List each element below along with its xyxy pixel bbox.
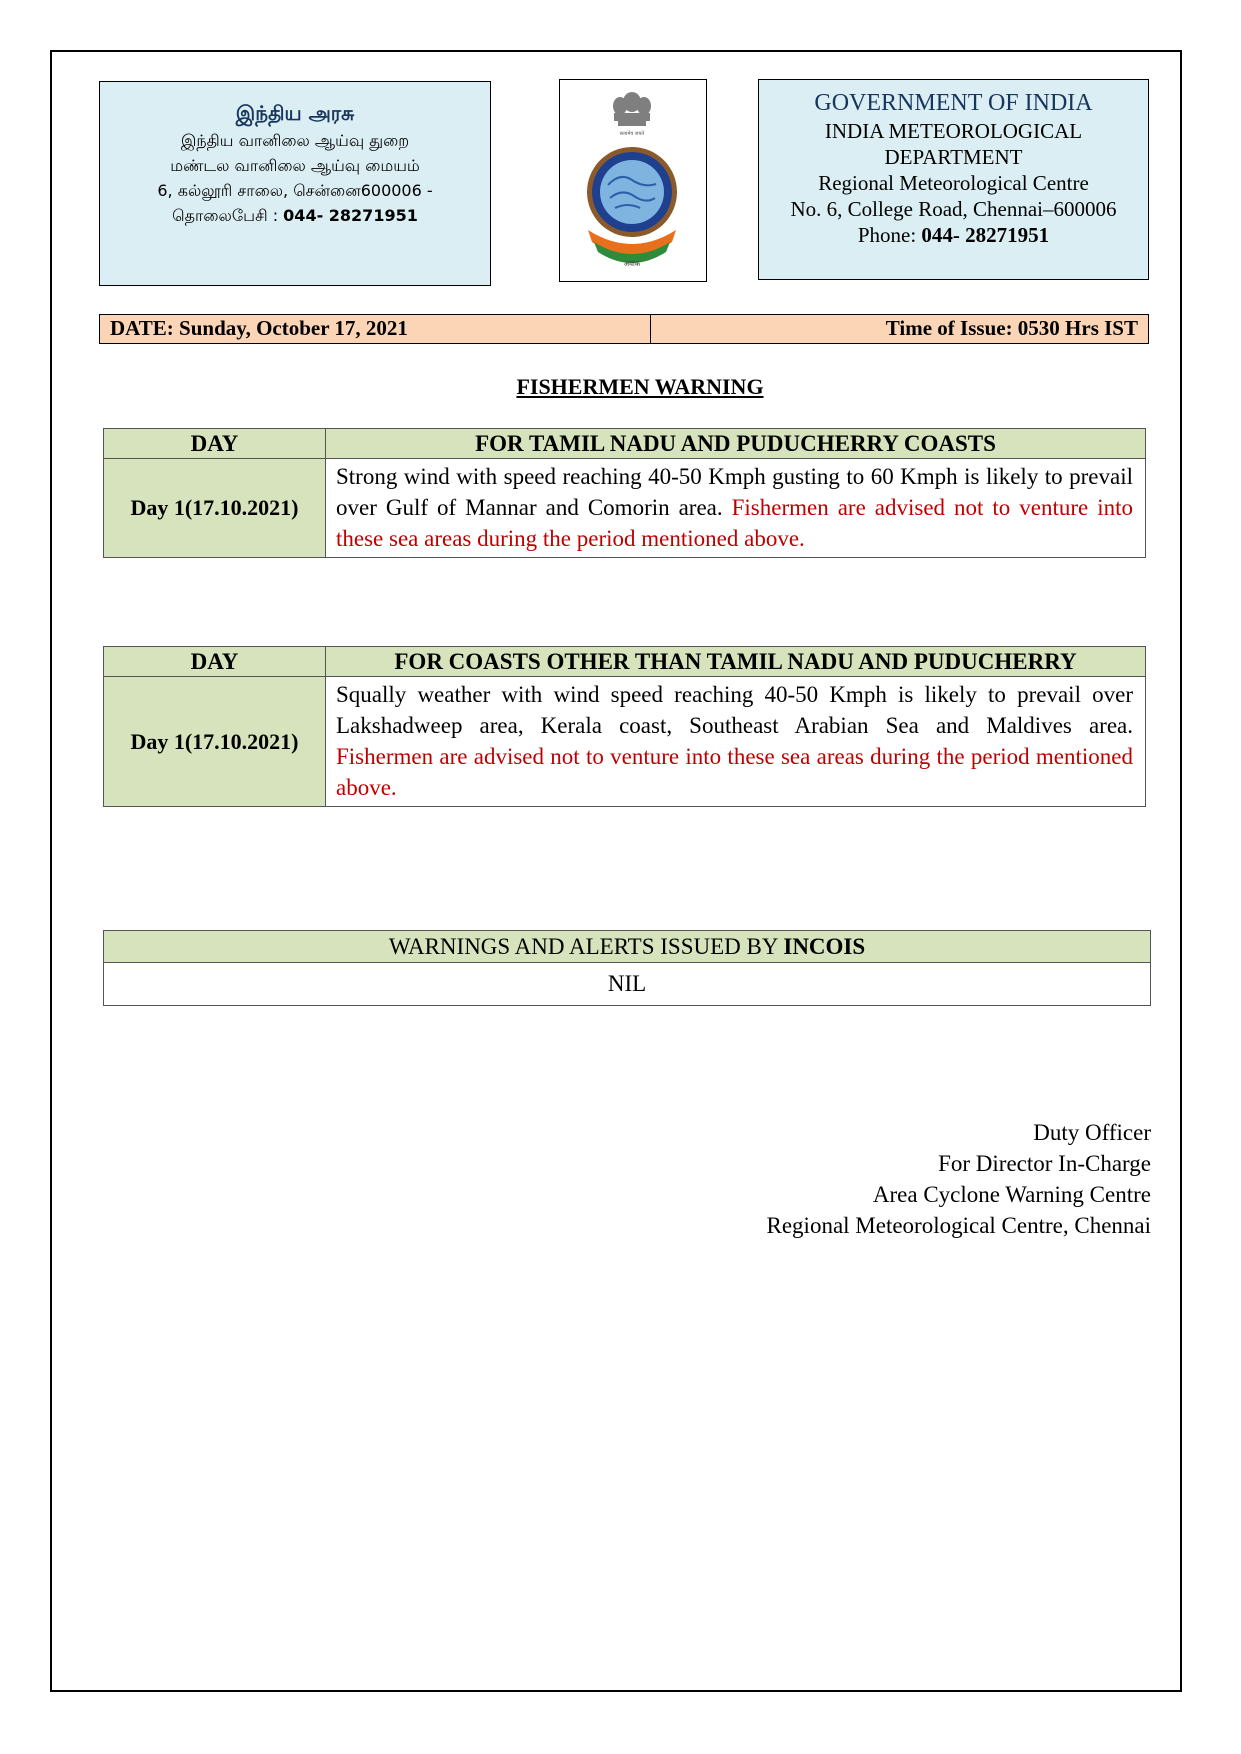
region-header: FOR COASTS OTHER THAN TAMIL NADU AND PUDUCHERRY <box>326 647 1146 677</box>
imd-logo-box <box>559 79 707 282</box>
advice-text: Fishermen are advised not to venture into these sea areas during the period mentioned above. <box>336 495 1133 551</box>
region-header: FOR TAMIL NADU AND PUDUCHERRY COASTS <box>326 429 1146 459</box>
signature-line-1: Duty Officer <box>1033 1120 1151 1145</box>
warning-text-cell <box>326 677 1146 807</box>
signature-line-3: Area Cyclone Warning Centre <box>872 1182 1151 1207</box>
english-dept-line-1: INDIA METEOROLOGICAL <box>824 119 1083 143</box>
table-row <box>104 677 1146 807</box>
time-of-issue: Time of Issue: 0530 Hrs IST <box>885 316 1138 340</box>
english-phone-number: 044- 28271951 <box>921 223 1050 247</box>
page-title: FISHERMEN WARNING <box>516 374 764 399</box>
english-dept-line-2: DEPARTMENT <box>884 145 1023 169</box>
warning-table-tn <box>103 428 1146 558</box>
tamil-address-line: 6, கல்லூரி சாலை, சென்னை600006 - <box>157 181 433 200</box>
tamil-centre-line: மண்டல வானிலை ஆய்வு மையம் <box>170 156 420 175</box>
svg-text:सत्यमेव जयते: सत्यमेव जयते <box>619 131 645 137</box>
day-header: DAY <box>104 647 326 677</box>
warning-table-other <box>103 646 1146 807</box>
incois-value: NIL <box>104 963 1151 1006</box>
table-header-row <box>104 429 1146 459</box>
english-phone-line <box>759 222 1148 248</box>
page-border <box>50 50 1182 1692</box>
signature-line-4: Regional Meteorological Centre, Chennai <box>766 1213 1151 1238</box>
imd-emblem-icon <box>560 80 705 280</box>
day-header: DAY <box>104 429 326 459</box>
incois-header-bold: INCOIS <box>783 934 866 959</box>
warning-text: Strong wind with speed reaching 40-50 Kmph gusting to 60 Kmph is likely to prevail over Gulf of Mannar and Comorin area. <box>336 464 1133 520</box>
incois-header <box>104 931 1151 963</box>
signature-line-2: For Director In-Charge <box>938 1151 1151 1176</box>
warning-text: Squally weather with wind speed reaching 40-50 Kmph is likely to prevail over Lakshadweep area, Kerala coast, Southeast Arabian Sea and Maldives area. <box>336 682 1133 738</box>
tamil-phone-line <box>100 203 490 228</box>
tamil-phone-label: தொலைபேசி : <box>172 206 284 225</box>
english-govt-title: GOVERNMENT OF INDIA <box>814 90 1093 116</box>
date-value: Sunday, October 17, 2021 <box>179 316 408 340</box>
table-header-row <box>104 931 1151 963</box>
english-header-box <box>758 79 1149 280</box>
advice-text: Fishermen are advised not to venture into these sea areas during the period mentioned above. <box>336 744 1133 800</box>
table-row <box>104 963 1151 1006</box>
date-label: DATE: <box>110 316 174 340</box>
day-cell: Day 1(17.10.2021) <box>104 677 326 807</box>
table-row <box>104 459 1146 558</box>
svg-text:अवाक: अवाक <box>623 260 641 268</box>
english-address-line: No. 6, College Road, Chennai–600006 <box>790 197 1117 221</box>
date-cell <box>100 315 651 343</box>
tamil-govt-title: இந்திய அரசு <box>235 101 355 125</box>
signature-block <box>767 1117 1152 1241</box>
warning-text-cell <box>326 459 1146 558</box>
incois-header-prefix: WARNINGS AND ALERTS ISSUED BY <box>388 934 784 959</box>
english-centre-line: Regional Meteorological Centre <box>818 171 1089 195</box>
english-phone-label: Phone: <box>857 223 922 247</box>
table-header-row <box>104 647 1146 677</box>
tamil-phone-number: 044- 28271951 <box>283 206 418 225</box>
incois-table <box>103 930 1151 1006</box>
tamil-header-box <box>99 81 491 286</box>
day-cell: Day 1(17.10.2021) <box>104 459 326 558</box>
date-bar <box>99 314 1149 344</box>
tamil-dept-line: இந்திய வானிலை ஆய்வு துறை <box>180 131 410 150</box>
